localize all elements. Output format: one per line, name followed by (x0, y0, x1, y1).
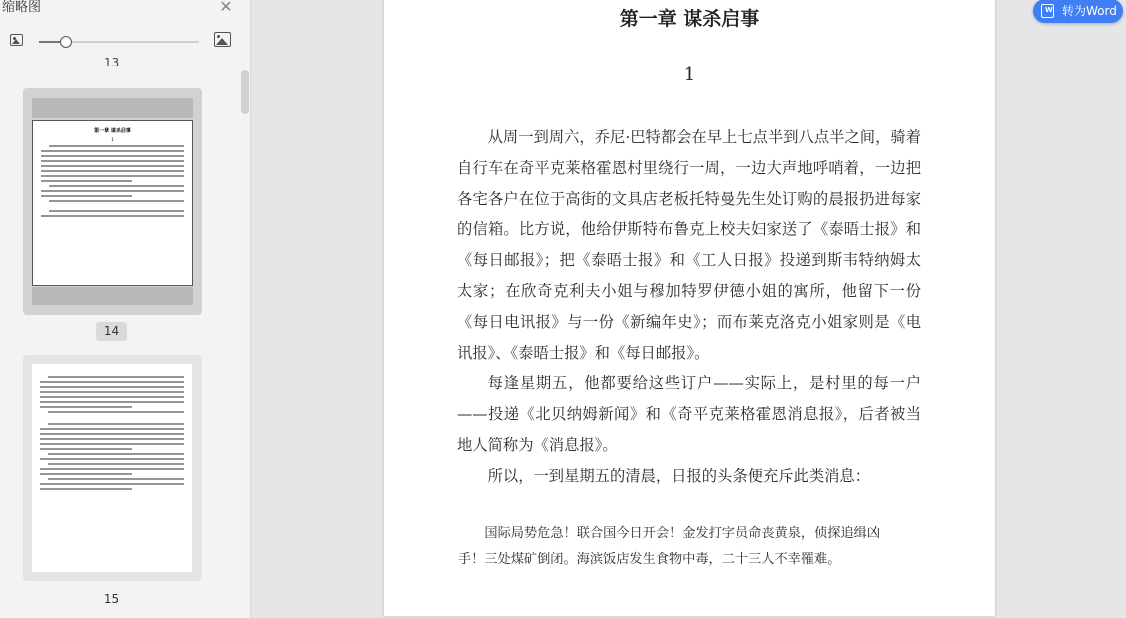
thumbnail-text-line (48, 423, 184, 425)
thumbnail-text-line (40, 406, 132, 408)
page-number-label: 14 (96, 322, 127, 341)
page-thumbnail-14[interactable] (23, 88, 202, 315)
thumbnail-text-line (40, 428, 184, 430)
thumbnail-text-line (41, 170, 184, 172)
page-number-partial: 13 (104, 58, 120, 66)
thumbnail-text-line (41, 215, 184, 217)
image-small-icon[interactable] (10, 34, 23, 46)
thumbnail-text-line (48, 453, 184, 455)
thumbnail-margin (32, 98, 193, 118)
thumbnail-text-line (41, 160, 184, 162)
thumbnail-text-line (41, 180, 132, 182)
page-number-label: 15 (103, 592, 120, 606)
thumbnail-text-line (40, 438, 184, 440)
thumbnail-text-line (49, 145, 184, 147)
thumbnail-text-line (40, 483, 184, 485)
thumbnail-text-line (41, 175, 184, 177)
thumbnail-text-line (40, 386, 184, 388)
word-document-icon (1041, 4, 1054, 18)
thumbnail-text-line (48, 463, 184, 465)
thumbnail-page-preview (32, 120, 193, 286)
sidebar-title: 缩略图 (2, 0, 42, 15)
headline-quote: 国际局势危急！联合国今日开会！金发打字员命丧黄泉，侦探追缉凶手！三处煤矿倒闭。海滨饭店发生食物中毒，二十三人不幸罹难。 (458, 526, 881, 567)
thumbnail-zoom-slider[interactable] (39, 41, 199, 43)
convert-to-word-button[interactable] (1033, 0, 1123, 23)
thumbnail-scrollbar[interactable] (241, 70, 249, 114)
chapter-title: 第一章 谋杀启事 (619, 8, 760, 30)
thumbnail-text-line (41, 190, 184, 192)
thumbnail-text-line (40, 396, 184, 398)
thumbnail-text-line (41, 155, 184, 157)
paragraph: 从周一到周六，乔尼·巴特都会在早上七点半到八点半之间，骑着自行车在奇平克莱格霍恩村里绕行一周，一边大声地呼哨着，一边把各宅各户在位于高街的文具店老板托特曼先生处订购的晨报扔进每家的信箱。比方说，他给伊斯特布鲁克上校夫妇家送了《泰晤士报》和《每日邮报》；把《泰晤士报》和《工人日报》投递到斯韦特纳姆太太家；在欣奇克利夫小姐与穆加特罗伊德小姐的寓所，他留下一份《每日电讯报》与一份《新编年史》；而布莱克洛克小姐家则是《电讯报》、《泰晤士报》和《每日邮报》。 (457, 128, 921, 362)
thumbnail-mini-number: 1 (111, 137, 114, 142)
thumbnail-page-preview (32, 364, 192, 572)
close-icon[interactable]: ✕ (219, 0, 233, 16)
thumbnail-text-line (49, 185, 184, 187)
thumbnail-text-line (40, 468, 184, 470)
page-thumbnail-15[interactable] (23, 355, 202, 581)
document-body (457, 122, 921, 492)
thumbnail-text-line (40, 488, 132, 490)
thumbnail-sidebar (0, 0, 251, 618)
paragraph: 所以，一到星期五的清晨，日报的头条便充斥此类消息： (487, 466, 871, 485)
thumbnail-text-line (40, 443, 184, 445)
convert-to-word-label: 转为Word (1062, 4, 1117, 18)
thumbnail-text-line (49, 210, 184, 212)
thumbnail-zoom-control (0, 30, 251, 54)
thumbnail-text-line (40, 458, 184, 460)
thumbnail-text-line (41, 165, 184, 167)
thumbnail-text-line (48, 411, 184, 413)
thumbnail-text-line (40, 448, 132, 450)
thumbnail-text-line (40, 401, 184, 403)
thumbnail-text-line (40, 473, 132, 475)
slider-thumb[interactable] (60, 36, 72, 48)
thumbnail-text-line (40, 391, 184, 393)
thumbnail-text-line (40, 433, 184, 435)
thumbnail-text-line (49, 200, 184, 202)
thumbnail-text-line (48, 376, 184, 378)
thumbnail-text-line (41, 195, 132, 197)
paragraph: 每逢星期五，他都要给这些订户——实际上，是村里的每一户——投递《北贝纳姆新闻》和《奇平克莱格霍恩消息报》，后者被当地人简称为《消息报》。 (457, 374, 921, 454)
thumbnail-text-line (41, 150, 184, 152)
thumbnail-list (0, 58, 251, 618)
document-page (384, 0, 995, 616)
section-number: 1 (683, 64, 696, 85)
thumbnail-text-line (40, 381, 184, 383)
thumbnail-mini-title: 第一章 谋杀启事 (94, 128, 131, 134)
thumbnail-margin (32, 287, 193, 305)
image-large-icon[interactable] (214, 32, 231, 47)
thumbnail-text-line (48, 478, 184, 480)
